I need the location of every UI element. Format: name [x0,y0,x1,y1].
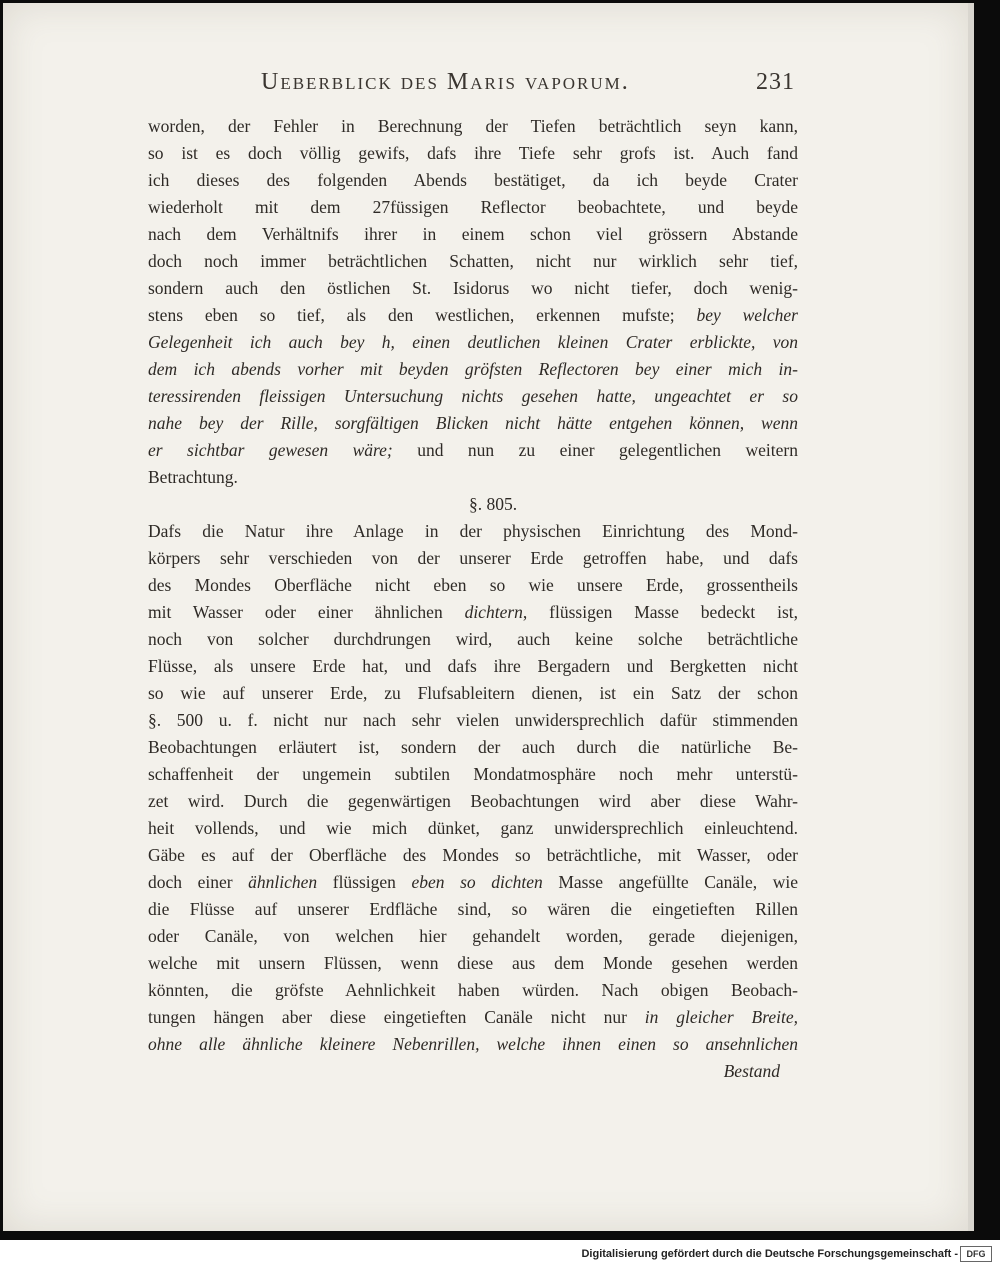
text-run: dichtern [442,602,523,622]
text-line [148,680,798,707]
text-run: , flüssigen Masse bedeckt ist, [522,602,798,622]
text-line [148,761,798,788]
text-line [148,734,798,761]
text-line [148,977,798,1004]
running-header [143,63,803,103]
text-line [148,464,798,491]
text-run: nahe bey der Rille, sorgfältigen Blicken nicht hätte entgehen können, wenn [148,413,798,433]
text-line [148,923,798,950]
text-run: Beobachtungen erläutert ist, sondern der auch durch die natürliche Be- [148,737,798,757]
text-run: bey welcher [674,305,798,325]
text-run: Flüsse, als unsere Erde hat, und dafs ihre Bergadern und Bergketten nicht [148,656,798,676]
text-run: stens eben so tief, als den westlichen, erkennen mufste; [148,305,675,325]
text-line [148,545,798,572]
text-line [148,788,798,815]
section-heading [148,491,798,518]
text-line [148,572,798,599]
text-run: mit Wasser oder einer ähnlichen [148,602,443,622]
text-run: ich dieses des folgenden Abends bestätiget, da ich beyde Crater [148,170,798,190]
text-run: tungen hängen aber diese eingetieften Canäle nicht nur [148,1007,627,1027]
text-run: teressirenden fleissigen Untersuchung nichts gesehen hatte, ungeachtet er so [148,386,798,406]
text-run: körpers sehr verschieden von der unserer Erde getroffen habe, und dafs [148,548,798,568]
text-line [148,626,798,653]
funding-credit: Digitalisierung gefördert durch die Deutsche Forschungsgemeinschaft - [581,1248,958,1260]
text-run: Masse angefüllte Canäle, wie [542,872,798,892]
text-line [148,842,798,869]
text-run: heit vollends, und wie mich dünket, ganz unwidersprechlich einleuchtend. [148,818,798,838]
text-line [148,599,798,626]
text-run: §. 500 u. f. nicht nur nach sehr vielen unwidersprechlich dafür stimmenden [148,710,798,730]
text-line [148,329,798,356]
text-run: könnten, die gröfste Aehnlichkeit haben würden. Nach obigen Beobach- [148,980,798,1000]
book-page [3,3,968,1231]
text-line [148,194,798,221]
text-run: Betrachtung. [148,467,238,487]
page-edge [968,3,974,1231]
text-line [148,410,798,437]
text-run: wiederholt mit dem 27füssigen Reflector beobachtete, und beyde [148,197,798,217]
footer-bar [0,1240,1000,1268]
text-run: schaffenheit der ungemein subtilen Mondatmosphäre noch mehr unterstü- [148,764,798,784]
text-line [148,1004,798,1031]
text-line [148,815,798,842]
text-line [148,221,798,248]
text-run: ohne alle ähnliche kleinere Nebenrillen, welche ihnen einen so ansehnlichen [148,1034,798,1054]
text-line [148,167,798,194]
text-line [148,950,798,977]
text-run: und nun zu einer gelegentlichen weitern [392,440,798,460]
text-run: flüssigen [317,872,396,892]
text-run: so wie auf unserer Erde, zu Flufsableitern dienen, ist ein Satz der schon [148,683,798,703]
text-run: in gleicher Breite, [626,1007,799,1027]
text-run: Gäbe es auf der Oberfläche des Mondes so beträchtliche, mit Wasser, oder [148,845,798,865]
text-line [148,140,798,167]
text-run: welche mit unsern Flüssen, wenn diese aus dem Monde gesehen werden [148,953,798,973]
text-line [148,707,798,734]
text-line [148,113,798,140]
text-run: worden, der Fehler in Berechnung der Tiefen beträchtlich seyn kann, [148,116,798,136]
running-title: Ueberblick des Maris vaporum. [261,69,630,95]
catchword: Bestand [723,1061,780,1081]
text-run: doch noch immer beträchtlichen Schatten, nicht nur wirklich sehr tief, [148,251,798,271]
text-run: doch einer [148,872,233,892]
text-run: Dafs die Natur ihre Anlage in der physischen Einrichtung des Mond- [148,521,798,541]
text-run: die Flüsse auf unserer Erdfläche sind, so wären die eingetieften Rillen [148,899,798,919]
text-run: so ist es doch völlig gewifs, dafs ihre Tiefe sehr grofs ist. Auch fand [148,143,798,163]
text-run: eben so dichten [395,872,543,892]
text-run: §. 805. [468,494,518,514]
text-run: zet wird. Durch die gegenwärtigen Beobachtungen wird aber diese Wahr- [148,791,798,811]
text-run: noch von solcher durchdrungen wird, auch keine solche beträchtliche [148,629,798,649]
text-line [148,248,798,275]
text-run: dem ich abends vorher mit beyden gröfsten Reflectoren bey einer mich in- [148,359,798,379]
dfg-logo: DFG [960,1246,992,1262]
body-text [148,113,798,1085]
text-line [148,302,798,329]
text-run: des Mondes Oberfläche nicht eben so wie unsere Erde, grossentheils [148,575,798,595]
text-run: ähnlichen [232,872,318,892]
text-run: er sichtbar gewesen wäre; [148,440,393,460]
text-run: sondern auch den östlichen St. Isidorus wo nicht tiefer, doch wenig- [148,278,798,298]
text-run: Gelegenheit ich auch bey h, einen deutlichen kleinen Crater erblickte, von [148,332,798,352]
text-run: oder Canäle, von welchen hier gehandelt worden, gerade diejenigen, [148,926,798,946]
text-line [148,356,798,383]
text-line [148,383,798,410]
text-line [148,275,798,302]
text-line [148,1031,798,1058]
text-run: nach dem Verhältnifs ihrer in einem schon viel grössern Abstande [148,224,798,244]
text-line [148,896,798,923]
text-line [148,653,798,680]
text-line [148,869,798,896]
page-number: 231 [756,69,795,95]
text-line [148,437,798,464]
text-line [148,518,798,545]
